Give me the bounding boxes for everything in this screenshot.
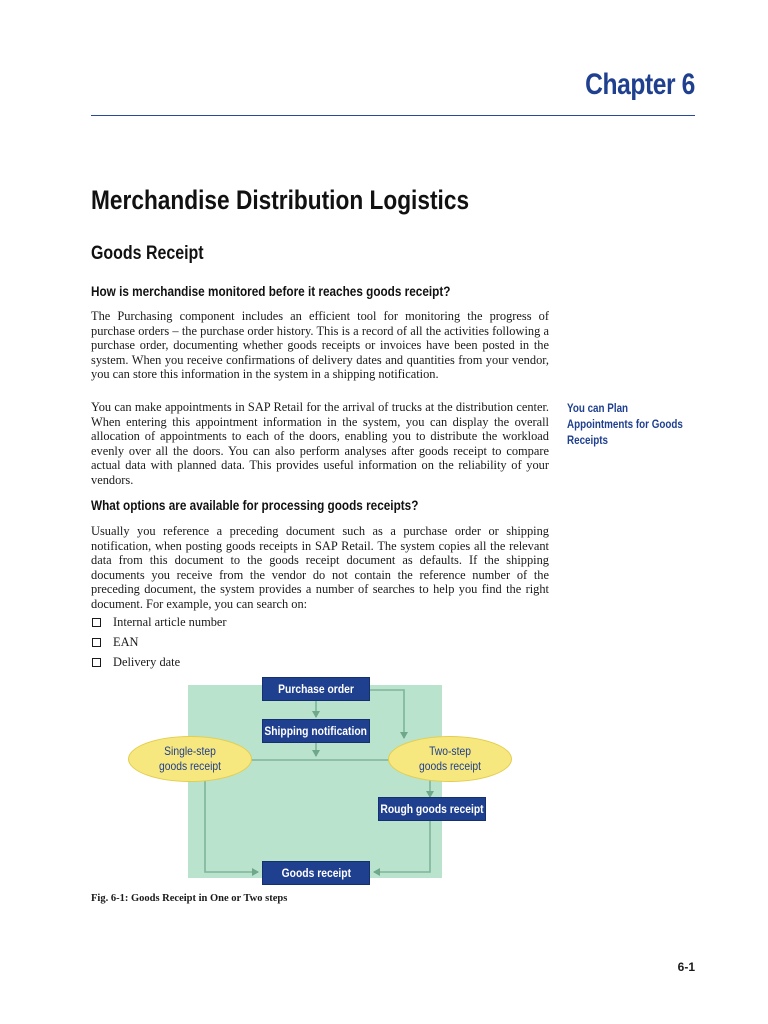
paragraph-1: The Purchasing component includes an efficient tool for monitoring the progress of purchase orders – the purchase order history. This is a record of all the activities following a purchase order, documenting whether goods receipts or invoices have been posted in the system. When you receive confirmations of delivery dates and quantities from your vendor, you can store this information in the system in a shipping notification. [91, 309, 549, 382]
question-heading-2: What options are available for processing goods receipts? [91, 497, 419, 513]
list-item: Delivery date [91, 652, 227, 672]
shipping-notification-box: Shipping notification [262, 719, 370, 743]
paragraph-3: Usually you reference a preceding document such as a purchase order or shipping notification, when posting goods receipts in SAP Retail. The system copies all the relevant data from this document to the goods receipt document as defaults. If the shipping documents you receive from the vendor do not contain the reference number of the preceding document, the system provides a number of searches to help you find the right document. For example, you can search on: [91, 524, 549, 611]
page-title: Merchandise Distribution Logistics [91, 185, 470, 215]
chapter-heading: Chapter 6 [585, 68, 695, 101]
question-heading-1: How is merchandise monitored before it reaches goods receipt? [91, 283, 451, 299]
margin-note: You can Plan Appointments for Goods Receipts [567, 401, 683, 447]
single-step-oval: Single-step goods receipt [128, 736, 252, 782]
figure-caption: Fig. 6-1: Goods Receipt in One or Two steps [91, 893, 288, 904]
goods-receipt-box: Goods receipt [262, 861, 370, 885]
section-heading: Goods Receipt [91, 243, 204, 264]
rough-goods-receipt-box: Rough goods receipt [378, 797, 486, 821]
page-number: 6-1 [677, 960, 695, 974]
two-step-oval: Two-step goods receipt [388, 736, 512, 782]
purchase-order-box: Purchase order [262, 677, 370, 701]
list-item: Internal article number [91, 612, 227, 632]
paragraph-2: You can make appointments in SAP Retail for the arrival of trucks at the distribution center. When entering this appointment information in the system, you can display the overall allocation of appointments to each of the doors, enabling you to distribute the workload evenly over all the doors. You can also perform analyses after goods receipt to compare actual data with planned data. This provides useful information on the reliability of your vendors. [91, 400, 549, 487]
list-item: EAN [91, 632, 227, 652]
